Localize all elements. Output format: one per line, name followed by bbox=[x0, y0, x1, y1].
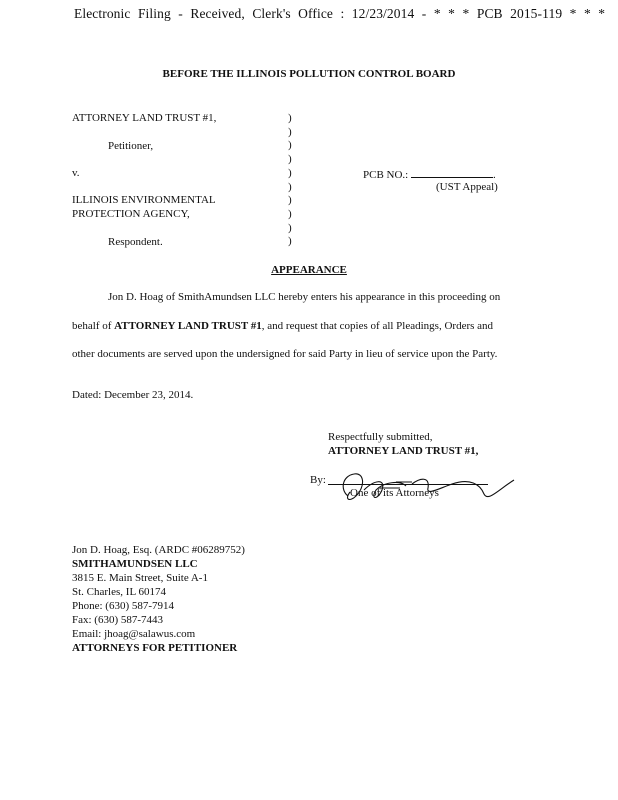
caption-parentheses bbox=[288, 112, 298, 249]
signature-by-label: By: bbox=[310, 474, 326, 486]
appearance-heading: APPEARANCE bbox=[271, 264, 347, 276]
signature-caption: One of its Attorneys bbox=[350, 487, 439, 499]
pcb-number-field bbox=[363, 167, 496, 181]
paren: ) bbox=[288, 139, 292, 152]
body-line-2 bbox=[72, 320, 493, 332]
respondent-name-line1: ILLINOIS ENVIRONMENTAL bbox=[72, 194, 216, 206]
paren: ) bbox=[288, 207, 292, 220]
body-line-3: other documents are served upon the undersigned for said Party in lieu of service upon the Party. bbox=[72, 348, 498, 360]
petitioner-name: ATTORNEY LAND TRUST #1, bbox=[72, 112, 217, 124]
email-line: Email: jhoag@salawus.com bbox=[72, 628, 196, 640]
body-line-1: Jon D. Hoag of SmithAmundsen LLC hereby enters his appearance in this proceeding on bbox=[108, 291, 501, 303]
paren: ) bbox=[288, 235, 292, 248]
versus-label: v. bbox=[72, 167, 80, 179]
paren: ) bbox=[288, 153, 292, 166]
firm-street: 3815 E. Main Street, Suite A-1 bbox=[72, 572, 208, 584]
pcb-number-suffix: . bbox=[493, 169, 496, 181]
dated-line: Dated: December 23, 2014. bbox=[72, 389, 194, 401]
fax-line: Fax: (630) 587-7443 bbox=[72, 614, 164, 626]
paren: ) bbox=[288, 221, 292, 234]
pcb-number-blank bbox=[411, 167, 493, 178]
pcb-number-label: PCB NO.: bbox=[363, 169, 409, 181]
body-line-2-start: behalf of bbox=[72, 320, 115, 332]
signature-party: ATTORNEY LAND TRUST #1, bbox=[328, 445, 479, 457]
paren: ) bbox=[288, 180, 292, 193]
body-line-2-end: , and request that copies of all Pleadings, Orders and bbox=[261, 320, 494, 332]
respondent-role: Respondent. bbox=[108, 236, 163, 248]
phone-line: Phone: (630) 587-7914 bbox=[72, 600, 175, 612]
respondent-name-line2: PROTECTION AGENCY, bbox=[72, 208, 190, 220]
firm-city: St. Charles, IL 60174 bbox=[72, 586, 166, 598]
closing: Respectfully submitted, bbox=[328, 431, 433, 443]
handwritten-signature-icon bbox=[320, 460, 520, 510]
attorney-name: Jon D. Hoag, Esq. (ARDC #06289752) bbox=[72, 544, 245, 556]
paren: ) bbox=[288, 194, 292, 207]
filing-stamp-header: Electronic Filing - Received, Clerk's Office : 12/23/2014 - * * * PCB 2015-119 * * * bbox=[74, 6, 606, 21]
paren: ) bbox=[288, 125, 292, 138]
firm-name: SMITHAMUNDSEN LLC bbox=[72, 558, 198, 570]
paren: ) bbox=[288, 112, 292, 124]
petitioner-role: Petitioner, bbox=[108, 140, 154, 152]
appeal-type: (UST Appeal) bbox=[436, 181, 498, 193]
client-name-bold: ATTORNEY LAND TRUST #1 bbox=[114, 320, 262, 332]
board-title: BEFORE THE ILLINOIS POLLUTION CONTROL BOARD bbox=[162, 68, 456, 80]
attorney-role: ATTORNEYS FOR PETITIONER bbox=[72, 642, 238, 654]
paren: ) bbox=[288, 166, 292, 179]
